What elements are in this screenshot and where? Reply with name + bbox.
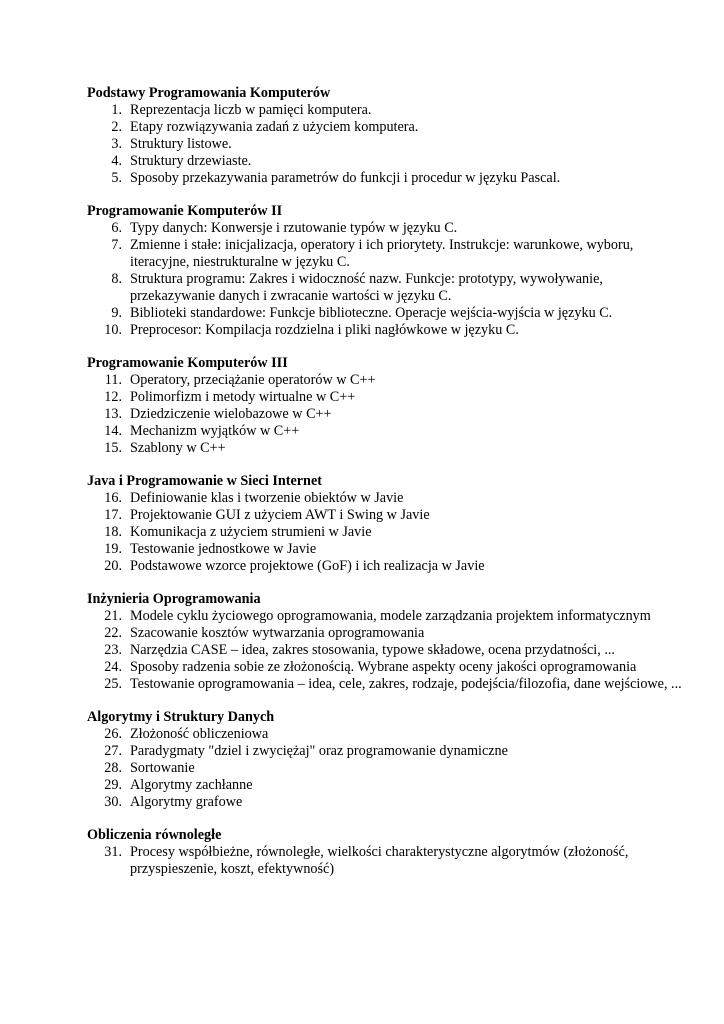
- item-text: Procesy współbieżne, równoległe, wielkości charakterystyczne algorytmów (złożoność, przyspieszenie, koszt, efektywność): [130, 844, 629, 877]
- list-item: [87, 102, 687, 119]
- item-number: 17.: [104, 507, 122, 523]
- list-item: [87, 389, 687, 406]
- item-text: Dziedziczenie wielobazowe w C++: [130, 406, 332, 422]
- item-number: 8.: [111, 271, 122, 287]
- item-number: 14.: [104, 423, 122, 439]
- section-programowanie-komputerow-2: [87, 203, 687, 339]
- topic-list: [87, 102, 687, 187]
- item-number: 12.: [104, 389, 122, 405]
- item-number: 3.: [111, 136, 122, 152]
- section-title: Programowanie Komputerów III: [87, 355, 288, 371]
- list-item: [87, 777, 687, 794]
- item-number: 30.: [104, 794, 122, 810]
- item-text: Zmienne i stałe: inicjalizacja, operatory i ich priorytety. Instrukcje: warunkowe, wyboru, iteracyjne, niestrukturalne w języku C.: [130, 237, 634, 270]
- item-number: 5.: [111, 170, 122, 186]
- item-number: 19.: [104, 541, 122, 557]
- item-text: Algorytmy grafowe: [130, 794, 243, 810]
- item-text: Sortowanie: [130, 760, 195, 776]
- document-body: [87, 85, 687, 894]
- section-java: [87, 473, 687, 575]
- item-text: Szablony w C++: [130, 440, 226, 456]
- item-number: 11.: [104, 372, 122, 388]
- item-number: 20.: [104, 558, 122, 574]
- item-text: Szacowanie kosztów wytwarzania oprogramowania: [130, 625, 425, 641]
- item-text: Paradygmaty "dziel i zwyciężaj" oraz programowanie dynamiczne: [130, 743, 508, 759]
- topic-list: [87, 844, 687, 878]
- item-number: 18.: [104, 524, 122, 540]
- item-text: Typy danych: Konwersje i rzutowanie typów w języku C.: [130, 220, 458, 236]
- list-item: [87, 322, 687, 339]
- item-number: 23.: [104, 642, 122, 658]
- section-title: Java i Programowanie w Sieci Internet: [87, 473, 322, 489]
- list-item: [87, 642, 687, 659]
- item-text: Mechanizm wyjątków w C++: [130, 423, 300, 439]
- list-item: [87, 237, 687, 271]
- list-item: [87, 726, 687, 743]
- item-text: Podstawowe wzorce projektowe (GoF) i ich realizacja w Javie: [130, 558, 485, 574]
- item-text: Struktury drzewiaste.: [130, 153, 252, 169]
- item-text: Algorytmy zachłanne: [130, 777, 253, 793]
- item-number: 4.: [111, 153, 122, 169]
- item-number: 21.: [104, 608, 122, 624]
- list-item: [87, 170, 687, 187]
- list-item: [87, 220, 687, 237]
- list-item: [87, 558, 687, 575]
- item-text: Narzędzia CASE – idea, zakres stosowania, typowe składowe, ocena przydatności, ...: [130, 642, 615, 658]
- section-inzynieria-oprogramowania: [87, 591, 687, 693]
- item-number: 27.: [104, 743, 122, 759]
- topic-list: [87, 490, 687, 575]
- item-text: Projektowanie GUI z użyciem AWT i Swing w Javie: [130, 507, 430, 523]
- topic-list: [87, 726, 687, 811]
- item-text: Reprezentacja liczb w pamięci komputera.: [130, 102, 372, 118]
- list-item: [87, 608, 687, 625]
- list-item: [87, 743, 687, 760]
- list-item: [87, 507, 687, 524]
- section-title: Inżynieria Oprogramowania: [87, 591, 261, 607]
- topic-list: [87, 372, 687, 457]
- item-number: 22.: [104, 625, 122, 641]
- item-number: 25.: [104, 676, 122, 692]
- list-item: [87, 490, 687, 507]
- section-title: Programowanie Komputerów II: [87, 203, 283, 219]
- section-obliczenia-rownolegle: [87, 827, 687, 878]
- item-text: Etapy rozwiązywania zadań z użyciem komputera.: [130, 119, 419, 135]
- section-programowanie-komputerow-3: [87, 355, 687, 457]
- item-number: 7.: [111, 237, 122, 253]
- item-text: Sposoby przekazywania parametrów do funkcji i procedur w języku Pascal.: [130, 170, 561, 186]
- item-number: 2.: [111, 119, 122, 135]
- item-text: Operatory, przeciążanie operatorów w C++: [130, 372, 376, 388]
- item-text: Struktura programu: Zakres i widoczność nazw. Funkcje: prototypy, wywoływanie, przekazywanie danych i zwracanie wartości w języku C.: [130, 271, 603, 304]
- item-number: 28.: [104, 760, 122, 776]
- topic-list: [87, 220, 687, 339]
- list-item: [87, 541, 687, 558]
- section-title: Podstawy Programowania Komputerów: [87, 85, 331, 101]
- topic-list: [87, 608, 687, 693]
- item-text: Biblioteki standardowe: Funkcje biblioteczne. Operacje wejścia-wyjścia w języku C.: [130, 305, 613, 321]
- item-text: Testowanie oprogramowania – idea, cele, zakres, rodzaje, podejścia/filozofia, dane wejściowe, ...: [130, 676, 682, 692]
- item-text: Komunikacja z użyciem strumieni w Javie: [130, 524, 372, 540]
- item-number: 9.: [111, 305, 122, 321]
- list-item: [87, 119, 687, 136]
- item-text: Polimorfizm i metody wirtualne w C++: [130, 389, 356, 405]
- item-number: 1.: [111, 102, 122, 118]
- section-podstawy-programowania: [87, 85, 687, 187]
- item-number: 15.: [104, 440, 122, 456]
- list-item: [87, 676, 687, 693]
- item-number: 10.: [104, 322, 122, 338]
- list-item: [87, 659, 687, 676]
- list-item: [87, 794, 687, 811]
- list-item: [87, 271, 687, 305]
- item-number: 31.: [104, 844, 122, 860]
- list-item: [87, 136, 687, 153]
- item-number: 26.: [104, 726, 122, 742]
- item-number: 6.: [111, 220, 122, 236]
- list-item: [87, 440, 687, 457]
- list-item: [87, 423, 687, 440]
- item-text: Preprocesor: Kompilacja rozdzielna i pliki nagłówkowe w języku C.: [130, 322, 519, 338]
- item-text: Struktury listowe.: [130, 136, 232, 152]
- list-item: [87, 406, 687, 423]
- list-item: [87, 372, 687, 389]
- section-algorytmy: [87, 709, 687, 811]
- item-text: Złożoność obliczeniowa: [130, 726, 269, 742]
- item-text: Modele cyklu życiowego oprogramowania, modele zarządzania projektem informatycznym: [130, 608, 651, 624]
- section-title: Algorytmy i Struktury Danych: [87, 709, 275, 725]
- item-text: Sposoby radzenia sobie ze złożonością. Wybrane aspekty oceny jakości oprogramowania: [130, 659, 637, 675]
- list-item: [87, 760, 687, 777]
- section-title: Obliczenia równoległe: [87, 827, 222, 843]
- item-number: 16.: [104, 490, 122, 506]
- list-item: [87, 625, 687, 642]
- item-number: 13.: [104, 406, 122, 422]
- list-item: [87, 153, 687, 170]
- list-item: [87, 844, 687, 878]
- item-number: 29.: [104, 777, 122, 793]
- list-item: [87, 305, 687, 322]
- list-item: [87, 524, 687, 541]
- item-text: Definiowanie klas i tworzenie obiektów w Javie: [130, 490, 404, 506]
- item-number: 24.: [104, 659, 122, 675]
- item-text: Testowanie jednostkowe w Javie: [130, 541, 317, 557]
